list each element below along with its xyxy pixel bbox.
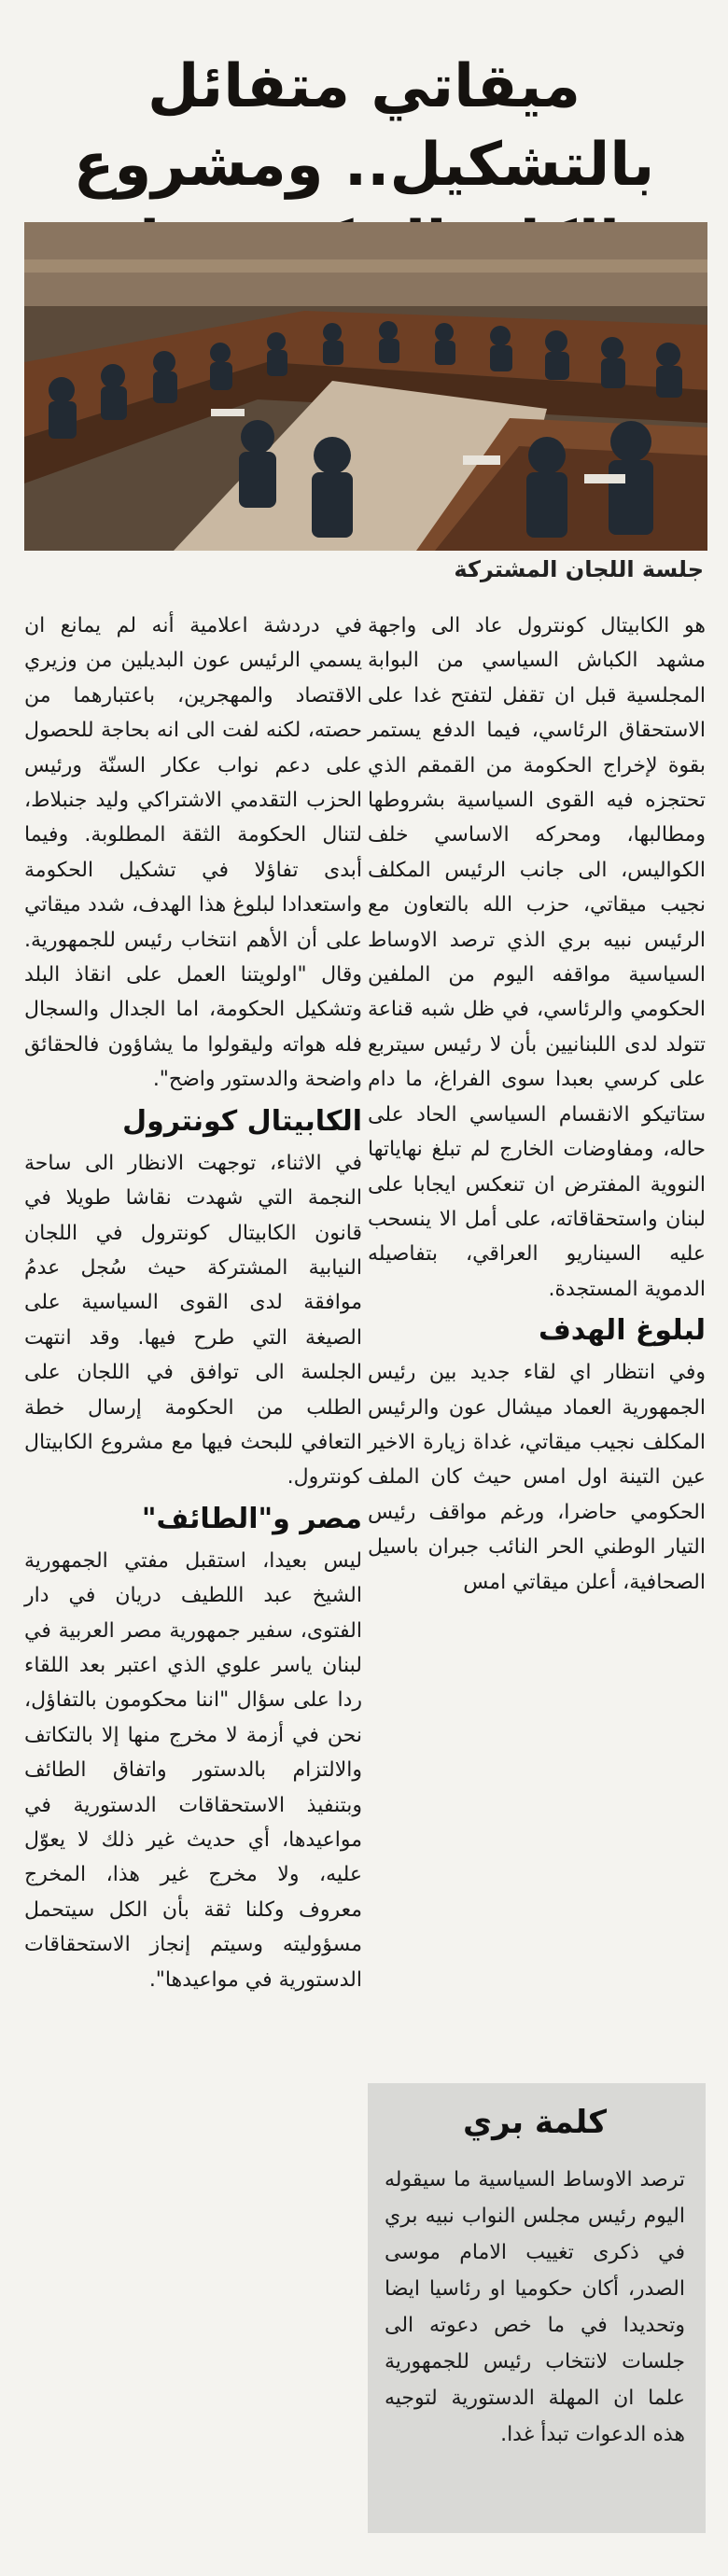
paragraph: هو الكابيتال كونترول عاد الى واجهة مشهد الكباش السياسي من البوابة المجلسية قبل ان تقفل لتفتح غدا على الاستحقاق الرئاسي، فيما الدفع يستمر بقوة لإخراج الحكومة من القمقم الذي تحتجزه فيه القوى السياسية بشروطها ومطالبها، ومحركه الاساسي خلف الكواليس، الى جانب الرئيس المكلف نجيب ميقاتي، حزب الله بالتعاون مع الرئيس نبيه بري الذي ترصد الاوساط السياسية مواقفه اليوم من الملفين الحكومي والرئاسي، في ظل شبه قناعة تتولد لدى اللبنانيين بأن لا رئيس سيتربع على كرسي بعبدا سوى الفراغ، ما دام ستاتيكو الانقسام السياسي الحاد على حاله، ومفاوضات الخارج لم تبلغ نهاياتها النووية المفترض ان تنعكس ايجابا على لبنان واستحقاقاته، على أمل الا ينسحب عليه السيناريو العراقي، بتفاصيله الدموية المستجدة. — [368, 614, 706, 1301]
article-column-left — [24, 609, 362, 1997]
sidebar-box-body: ترصد الاوساط السياسية ما سيقوله اليوم رئيس مجلس النواب نبيه بري في ذكرى تغييب الامام موسى الصدر، أكان حكوميا او رئاسيا ايضا وتحديدا في ما خص دعوته الى جلسات لانتخاب رئيس للجمهورية علما ان المهلة الدستورية لتوجيه هذه الدعوات تبدأ غدا. — [385, 2168, 685, 2446]
parliament-session-image — [24, 222, 707, 551]
paragraph: ليس بعيدا، استقبل مفتي الجمهورية الشيخ عبد اللطيف دريان في دار الفتوى، سفير جمهورية مصر العربية في لبنان ياسر علوي الذي اعتبر بعد اللقاء ردا على سؤال "اننا محكومون بالتفاؤل، نحن في أزمة لا مخرج منها إلا بالتكاتف والالتزام بالدستور واتفاق الطائف وبتنفيذ الاستحقاقات الدستورية في مواعيدها، أي حديث غير ذلك لا يعوّل عليه، ولا مخرج غير هذا، المخرج معروف وكلنا ثقة بأن الكل سيتحمل مسؤوليته وسيتم إنجاز الاستحقاقات الدستورية في مواعيدها". — [24, 1548, 362, 1992]
sidebar-box — [368, 2083, 706, 2533]
subheading: لبلوغ الهدف — [538, 1314, 706, 1348]
article-column-right — [368, 609, 706, 1600]
sidebar-box-title: كلمة بري — [463, 2104, 607, 2141]
paragraph: وفي انتظار اي لقاء جديد بين رئيس الجمهورية العماد ميشال عون والرئيس المكلف نجيب ميقاتي، غداة زيارة الاخير عين التينة اول امس حيث كان الملف الحكومي حاضرا، ورغم مواقف رئيس التيار الوطني الحر النائب جبران باسيل الصحافية، أعلن ميقاتي امس — [368, 1361, 706, 1594]
article-photo — [24, 222, 707, 551]
paragraph: في دردشة اعلامية أنه لم يمانع ان يسمي الرئيس عون البديلين من وزيري الاقتصاد والمهجرين، باعتبارهما من حصته، لكنه لفت الى انه بحاجة للحصول على دعم نواب عكار السنّة ورئيس الحزب التقدمي الاشتراكي وليد جنبلاط، لتنال الحكومة الثقة المطلوبة. وفيما أبدى تفاؤلا في تشكيل الحكومة واستعدادا لبلوغ هذا الهدف، شدد ميقاتي على أن الأهم انتخاب رئيس للجمهورية. وقال "اولويتنا العمل على انقاذ البلد وتشكيل الحكومة، اما الجدال والسجال فله هواته وليقولوا ما يشاؤون فالحقائق واضحة والدستور واضح". — [24, 614, 362, 1092]
subheading: الكابيتال كونترول — [122, 1104, 362, 1138]
subheading: مصر و"الطائف" — [141, 1502, 362, 1535]
headline: ميقاتي متفائل بالتشكيل.. ومشروع — [73, 51, 655, 200]
photo-caption: جلسة اللجان المشتركة — [454, 556, 704, 582]
paragraph: في الاثناء، توجهت الانظار الى ساحة النجمة التي شهدت نقاشا طويلا في قانون الكابيتال كونترول في اللجان النيابية المشتركة حيث سُجل عدمُ موافقة لدى القوى السياسية على الصيغة التي طرح فيها. وقد انتهت الجلسة الى توافق في اللجان على الطلب من الحكومة إرسال خطة التعافي للبحث فيها مع مشروع الكابيتال كونترول. — [24, 1151, 362, 1490]
